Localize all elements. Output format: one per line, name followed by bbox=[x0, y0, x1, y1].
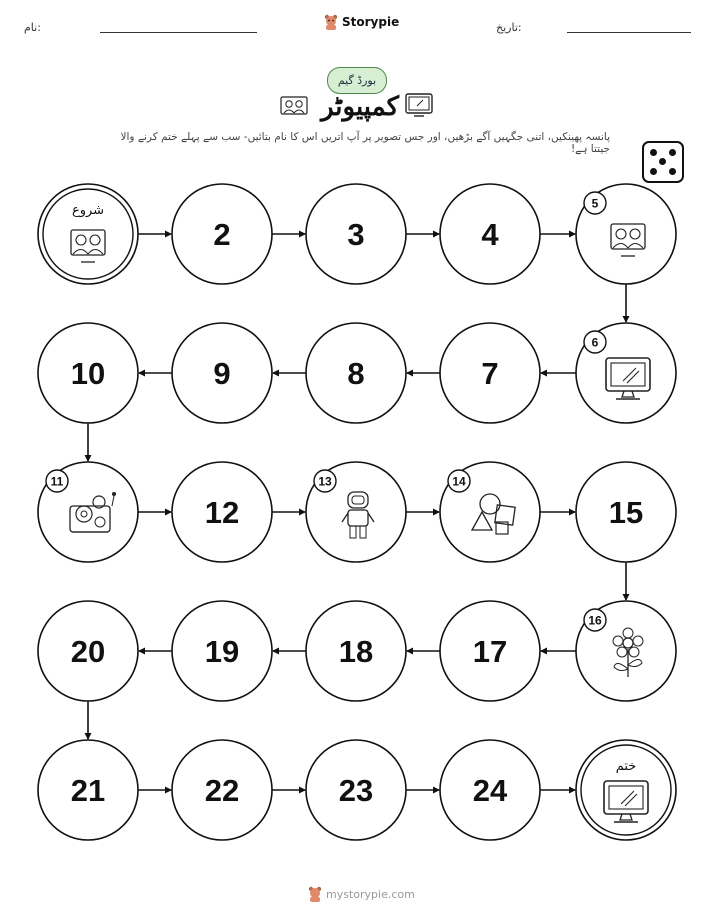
board-square-11[interactable] bbox=[38, 462, 138, 562]
board-square-24[interactable] bbox=[440, 740, 540, 840]
start-label: شروع bbox=[71, 203, 105, 218]
board-square-7[interactable] bbox=[440, 323, 540, 423]
square-number: 22 bbox=[204, 773, 240, 808]
board-square-13[interactable] bbox=[306, 462, 406, 562]
square-number: 5 bbox=[591, 196, 599, 211]
board-square-14[interactable] bbox=[440, 462, 540, 562]
square-number: 12 bbox=[204, 495, 240, 530]
board-square-3[interactable] bbox=[306, 184, 406, 284]
board-square-16[interactable] bbox=[576, 601, 676, 701]
square-number: 10 bbox=[70, 356, 106, 391]
square-number: 24 bbox=[472, 773, 508, 808]
board-square-21[interactable] bbox=[38, 740, 138, 840]
square-number: 9 bbox=[213, 356, 231, 391]
square-number: 8 bbox=[347, 356, 365, 391]
footer bbox=[308, 886, 415, 902]
square-number: 15 bbox=[608, 495, 644, 530]
board-square-4[interactable] bbox=[440, 184, 540, 284]
board-square-18[interactable] bbox=[306, 601, 406, 701]
board-square-25[interactable] bbox=[576, 740, 676, 840]
board-square-1[interactable] bbox=[38, 184, 138, 284]
square-number: 7 bbox=[481, 356, 499, 391]
square-number: 13 bbox=[318, 474, 332, 489]
square-number: 3 bbox=[347, 217, 365, 252]
square-number: 23 bbox=[338, 773, 374, 808]
board-square-10[interactable] bbox=[38, 323, 138, 423]
board-square-23[interactable] bbox=[306, 740, 406, 840]
board-square-9[interactable] bbox=[172, 323, 272, 423]
square-number: 14 bbox=[452, 474, 466, 489]
end-label: ختم bbox=[615, 759, 637, 774]
square-number: 19 bbox=[204, 634, 240, 669]
board-square-2[interactable] bbox=[172, 184, 272, 284]
board-square-8[interactable] bbox=[306, 323, 406, 423]
square-number: 11 bbox=[50, 474, 64, 489]
board-square-19[interactable] bbox=[172, 601, 272, 701]
square-number: 17 bbox=[472, 634, 508, 669]
board-squares bbox=[38, 184, 676, 840]
board-square-12[interactable] bbox=[172, 462, 272, 562]
bear-logo-icon bbox=[308, 886, 322, 902]
board-square-20[interactable] bbox=[38, 601, 138, 701]
square-number: 2 bbox=[213, 217, 231, 252]
game-type-badge: بورڈ گیم bbox=[327, 67, 387, 94]
board-square-5[interactable] bbox=[576, 184, 676, 284]
page-title: کمپیوٹر bbox=[320, 92, 400, 122]
board-square-6[interactable] bbox=[576, 323, 676, 423]
square-number: 16 bbox=[588, 613, 602, 628]
instructions: پانسہ پھینکیں، اتنی جگہیں آگے بڑھیں، اور جس تصویر پر آپ اتریں اس کا نام بتائیں- سب سے پہلے ختم کرنے والا جیتتا ہے! bbox=[120, 131, 610, 155]
name-label: نام: bbox=[24, 21, 41, 34]
square-number: 20 bbox=[70, 634, 106, 669]
square-number: 6 bbox=[591, 335, 599, 350]
footer-url: mystorypie.com bbox=[326, 887, 415, 901]
board-square-17[interactable] bbox=[440, 601, 540, 701]
brand-name: Storypie bbox=[342, 15, 400, 29]
date-label: تاریخ: bbox=[496, 21, 522, 34]
board-square-22[interactable] bbox=[172, 740, 272, 840]
square-number: 18 bbox=[338, 634, 374, 669]
square-number: 21 bbox=[70, 773, 106, 808]
board-square-15[interactable] bbox=[576, 462, 676, 562]
square-number: 4 bbox=[481, 217, 499, 252]
